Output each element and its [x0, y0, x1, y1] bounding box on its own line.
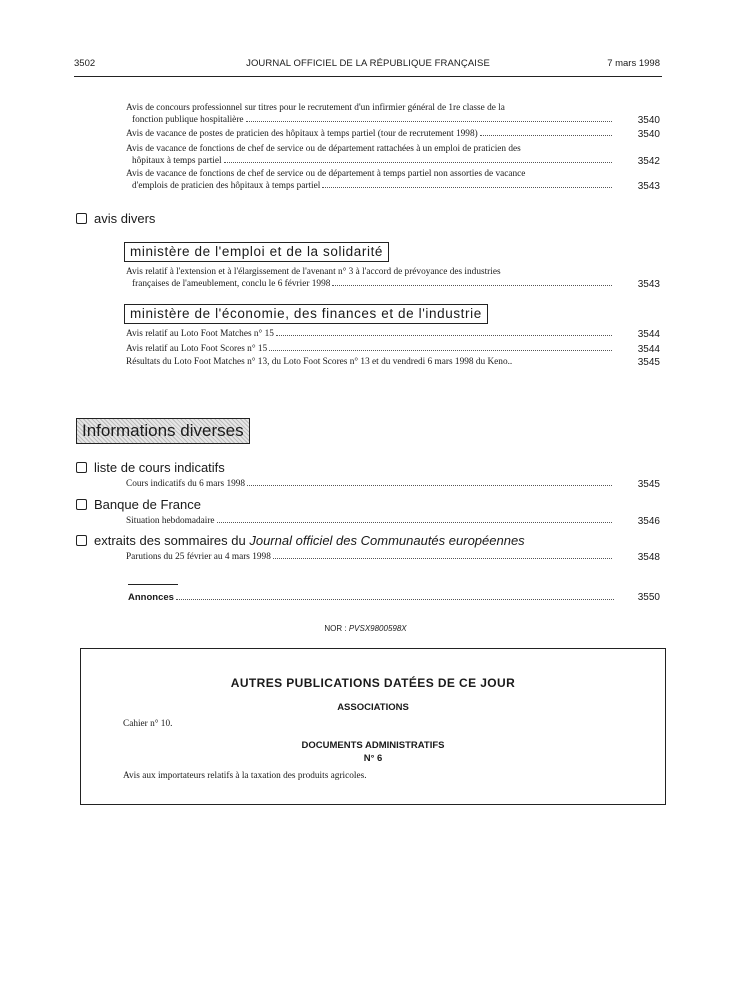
cahier-text: Cahier n° 10.: [123, 719, 173, 729]
dot-leader: [480, 134, 612, 136]
toc-entry[interactable]: [126, 103, 660, 126]
dot-leader: [269, 349, 612, 351]
documents-text: Avis aux importateurs relatifs à la taxation des produits agricoles.: [123, 771, 367, 781]
entry-text-line1: Avis de vacance de fonctions de chef de service ou de département rattachées à un emploi de praticien des: [126, 144, 521, 154]
section-heading-italic: Journal officiel des Communautés européennes: [249, 533, 525, 548]
checkbox-bullet-icon: [76, 535, 87, 546]
section-avis-divers: [76, 211, 155, 226]
autres-publications-title: AUTRES PUBLICATIONS DATÉES DE CE JOUR: [230, 676, 516, 690]
entry-page-number: 3548: [637, 552, 660, 563]
entry-page-number: 3545: [637, 357, 660, 368]
nor-code: PVSX9800598X: [348, 624, 407, 633]
entry-page-number: 3543: [637, 180, 660, 192]
entry-text-line1: Parutions du 25 février au 4 mars 1998: [126, 552, 271, 562]
section-heading: extraits des sommaires du: [94, 533, 250, 548]
entry-text-line2: françaises de l'ameublement, conclu le 6 février 1998: [132, 278, 331, 289]
page-number: 3502: [74, 58, 96, 69]
section-heading: liste de cours indicatifs: [94, 460, 225, 475]
ministry-box: ministère de l'économie, des finances et de l'industrie: [124, 304, 488, 324]
entry-text-line1: Avis de concours professionnel sur titres pour le recrutement d'un infirmier général de 1re classe de la: [126, 103, 505, 113]
page-header: [74, 56, 662, 77]
toc-entry[interactable]: [126, 329, 660, 341]
associations-heading: ASSOCIATIONS: [337, 702, 409, 713]
dot-leader: [217, 521, 612, 523]
dot-leader: [322, 186, 612, 188]
toc-entry[interactable]: [126, 357, 660, 369]
section-banque-de-france: [76, 497, 201, 512]
toc-entry[interactable]: [126, 129, 660, 141]
toc-entry[interactable]: [126, 267, 660, 290]
toc-entry[interactable]: [126, 169, 660, 192]
entry-text-line1: Avis relatif au Loto Foot Matches n° 15: [126, 329, 274, 339]
entry-page-number: 3543: [637, 278, 660, 290]
entry-text-line2: fonction publique hospitalière: [132, 114, 244, 125]
dot-leader: [224, 161, 612, 163]
section-extraits-sommaires: [76, 533, 525, 548]
journal-title: JOURNAL OFFICIEL DE LA RÉPUBLIQUE FRANÇAISE: [246, 58, 490, 69]
checkbox-bullet-icon: [76, 499, 87, 510]
entry-page-number: 3550: [637, 592, 660, 603]
toc-entry[interactable]: [126, 516, 660, 528]
divider: [128, 584, 178, 585]
issue-date: 7 mars 1998: [607, 58, 660, 69]
autres-publications-box: [80, 648, 666, 805]
entry-text-line1: Avis de vacance de postes de praticien des hôpitaux à temps partiel (tour de recrutement 1998): [126, 129, 478, 139]
dot-leader: [176, 598, 614, 600]
entry-text-line1: Situation hebdomadaire: [126, 516, 215, 526]
entry-page-number: 3540: [637, 129, 660, 140]
entry-page-number: 3540: [637, 114, 660, 126]
dot-leader: [273, 557, 612, 559]
entry-text-line1: Avis relatif au Loto Foot Scores n° 15: [126, 344, 268, 354]
entry-page-number: 3545: [637, 479, 660, 490]
checkbox-bullet-icon: [76, 213, 87, 224]
entry-text-line2: d'emplois de praticien des hôpitaux à temps partiel: [132, 180, 321, 191]
entry-page-number: 3546: [637, 516, 660, 527]
section-heading: Banque de France: [94, 497, 201, 512]
dot-leader: [246, 120, 612, 122]
documents-number: N° 6: [363, 753, 383, 764]
nor-prefix: NOR :: [324, 624, 349, 633]
entry-text-line1: Résultats du Loto Foot Matches n° 13, du Loto Foot Scores n° 13 et du vendredi 6 mars 1998 du Keno..: [126, 357, 513, 367]
entry-page-number: 3544: [637, 344, 660, 355]
nor-reference: [0, 624, 731, 633]
toc-entry[interactable]: [126, 479, 660, 491]
toc-entry[interactable]: [126, 144, 660, 167]
entry-page-number: 3542: [637, 155, 660, 167]
ministry-box: ministère de l'emploi et de la solidarité: [124, 242, 389, 262]
informations-diverses-banner: Informations diverses: [76, 418, 250, 444]
toc-entry[interactable]: [126, 552, 660, 564]
documents-heading: DOCUMENTS ADMINISTRATIFS: [301, 740, 445, 751]
annonces-label: Annonces: [128, 592, 174, 603]
toc-entry[interactable]: [126, 344, 660, 356]
dot-leader: [332, 284, 612, 286]
dot-leader: [247, 484, 612, 486]
annonces-entry[interactable]: [128, 592, 660, 603]
checkbox-bullet-icon: [76, 462, 87, 473]
section-heading: avis divers: [94, 211, 156, 226]
entry-page-number: 3544: [637, 329, 660, 340]
entry-text-line1: Avis de vacance de fonctions de chef de service ou de département à temps partiel non assorties de vacance: [126, 169, 526, 179]
section-cours-indicatifs: [76, 460, 225, 475]
dot-leader: [276, 334, 612, 336]
entry-text-line2: hôpitaux à temps partiel: [132, 155, 222, 166]
entry-text-line1: Avis relatif à l'extension et à l'élargissement de l'avenant n° 3 à l'accord de prévoyance des industries: [126, 267, 501, 277]
entry-text-line1: Cours indicatifs du 6 mars 1998: [126, 479, 246, 489]
